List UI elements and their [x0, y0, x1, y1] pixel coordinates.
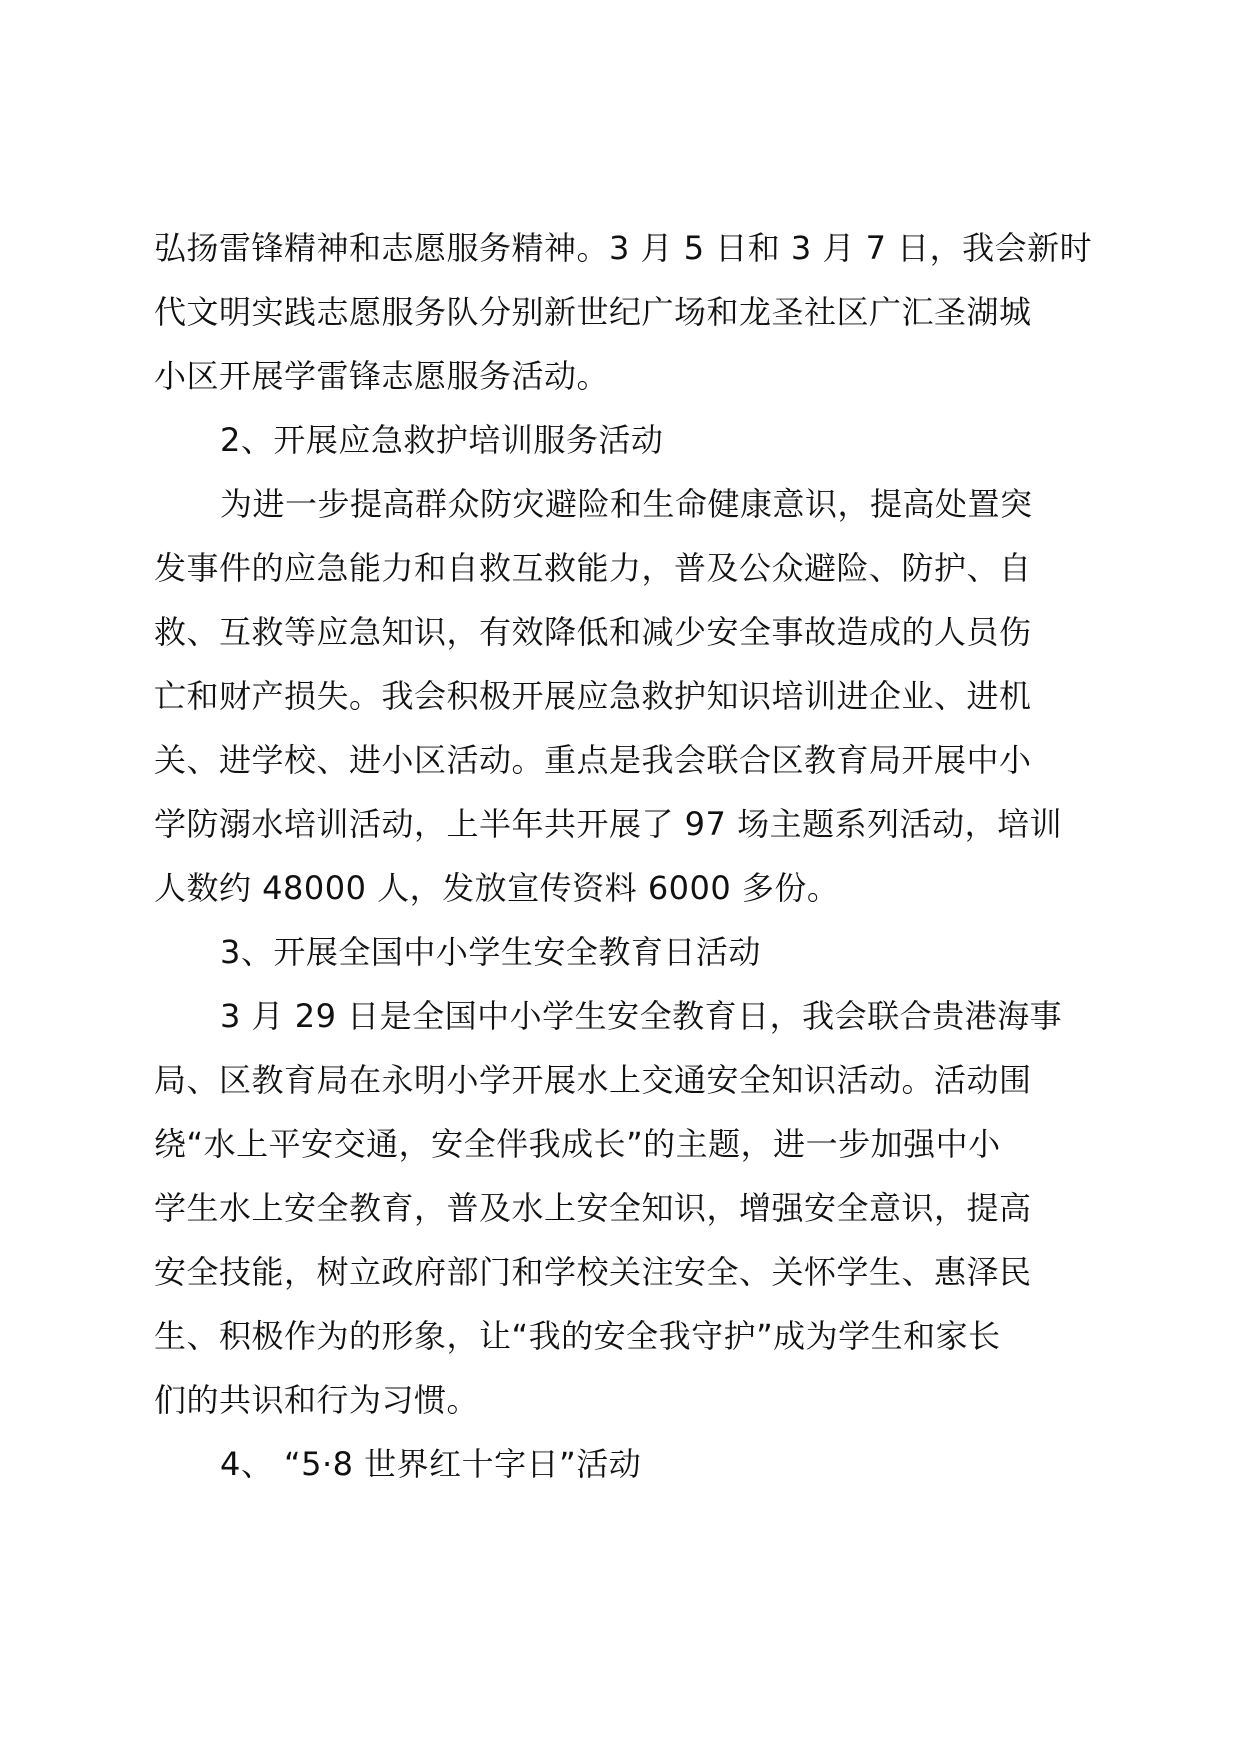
paragraph-line: 发事件的应急能力和自救互救能力，普及公众避险、防护、自	[154, 549, 1032, 587]
paragraph-line: 3 月 29 日是全国中小学生安全教育日，我会联合贵港海事	[220, 997, 1063, 1035]
paragraph-line: 小区开展学雷锋志愿服务活动。	[154, 357, 610, 395]
paragraph-line: 学生水上安全教育，普及水上安全知识，增强安全意识，提高	[154, 1189, 1032, 1227]
paragraph-line: 亡和财产损失。我会积极开展应急救护知识培训进企业、进机	[154, 677, 1032, 715]
paragraph-line: 学防溺水培训活动，上半年共开展了 97 场主题系列活动，培训	[154, 805, 1063, 843]
paragraph-line: 关、进学校、进小区活动。重点是我会联合区教育局开展中小	[154, 741, 1032, 779]
paragraph-line: 为进一步提高群众防灾避险和生命健康意识，提高处置突	[220, 485, 1033, 523]
paragraph-line: 绕“水上平安交通，安全伴我成长”的主题，进一步加强中小	[154, 1125, 1001, 1163]
paragraph-line: 人数约 48000 人，发放宣传资料 6000 多份。	[154, 869, 840, 907]
paragraph-line: 弘扬雷锋精神和志愿服务精神。3 月 5 日和 3 月 7 日，我会新时	[154, 229, 1093, 267]
paragraph-line: 安全技能，树立政府部门和学校关注安全、关怀学生、惠泽民	[154, 1253, 1032, 1291]
section-heading: 3、开展全国中小学生安全教育日活动	[220, 933, 761, 971]
paragraph-line: 局、区教育局在永明小学开展水上交通安全知识活动。活动围	[154, 1061, 1032, 1099]
section-heading: 2、开展应急救护培训服务活动	[220, 421, 664, 459]
paragraph-line: 生、积极作为的形象，让“我的安全我守护”成为学生和家长	[154, 1317, 1001, 1355]
paragraph-line: 救、互救等应急知识，有效降低和减少安全事故造成的人员伤	[154, 613, 1032, 651]
paragraph-line: 代文明实践志愿服务队分别新世纪广场和龙圣社区广汇圣湖城	[154, 293, 1032, 331]
paragraph-line: 们的共识和行为习惯。	[154, 1381, 480, 1419]
section-heading: 4、 “5·8 世界红十字日”活动	[220, 1445, 642, 1483]
